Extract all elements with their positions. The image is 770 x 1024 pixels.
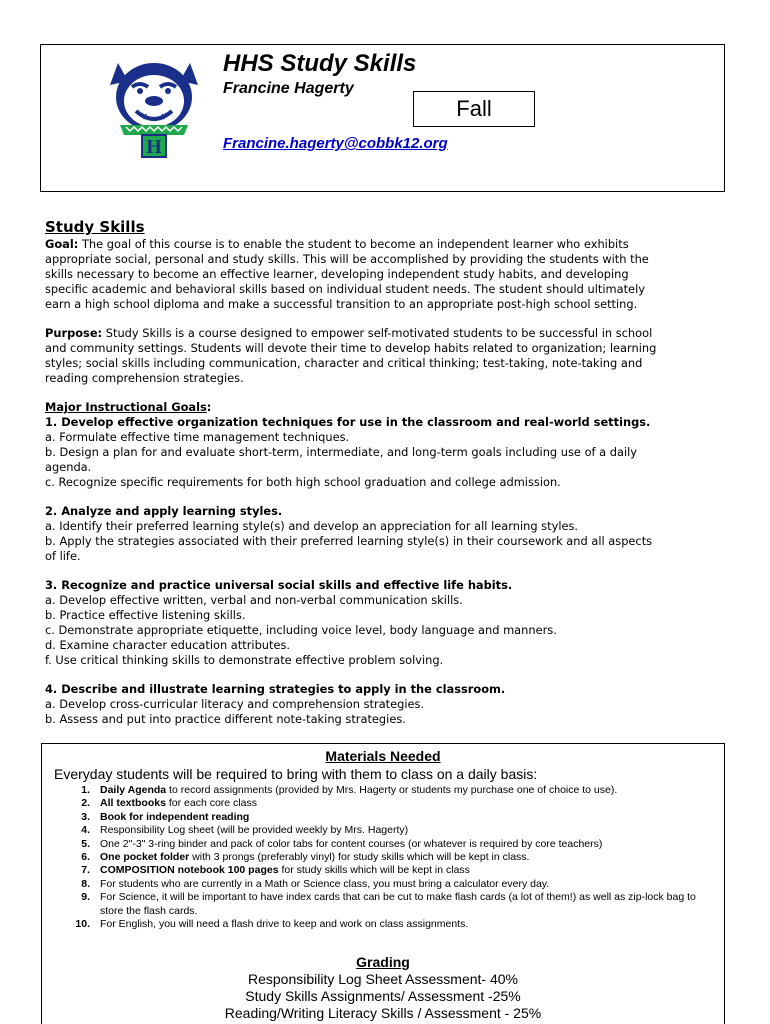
goal-line: skills necessary to become an effective learner, developing independent study habits, and developing (45, 267, 629, 281)
purpose-label: Purpose: (45, 326, 103, 340)
goal-item: b. Practice effective listening skills. (45, 608, 246, 622)
goal-label: Goal: (45, 237, 79, 251)
list-item: 2. All textbooks for each core class (81, 797, 257, 810)
goal-item: c. Demonstrate appropriate etiquette, including voice level, body language and manners. (45, 623, 557, 637)
list-item: 10. For English, you will need a flash drive to keep and work on class assignments. (75, 918, 469, 931)
purpose-line: reading comprehension strategies. (45, 371, 244, 385)
goal-line: appropriate social, personal and study skills. This will be accomplished by providing the students with the (45, 252, 649, 266)
bulldog-logo (108, 55, 200, 159)
list-item: 1. Daily Agenda to record assignments (provided by Mrs. Hagerty or students my purchase one of choice to use). (81, 784, 618, 796)
goal-group-title: 3. Recognize and practice universal social skills and effective life habits. (45, 578, 513, 592)
course-content (45, 218, 725, 748)
goal-item: b. Design a plan for and evaluate short-term, intermediate, and long-term goals including use of a daily (45, 445, 638, 459)
grading-line: Study Skills Assignments/ Assessment -25% (245, 988, 521, 1004)
materials-list (70, 784, 720, 931)
term-label: Fall (456, 96, 492, 121)
page-title: HHS Study Skills (223, 50, 417, 77)
goal-line: The goal of this course is to enable the student to become an independent learner who exhibits (81, 237, 629, 251)
purpose-line: Study Skills is a course designed to empower self-motivated students to be successful in school (105, 326, 653, 340)
list-item: 7. COMPOSITION notebook 100 pages for study skills which will be kept in class (81, 864, 470, 877)
list-item: 6. One pocket folder with 3 prongs (preferably vinyl) for study skills which will be kept in class. (81, 851, 530, 864)
goal-item: c. Recognize specific requirements for both high school graduation and college admission. (45, 475, 561, 489)
goals-heading-colon: : (206, 400, 212, 414)
goal-paragraph (45, 237, 725, 312)
goal-item: a. Develop cross-curricular literacy and comprehension strategies. (45, 697, 425, 711)
goal-line: specific academic and behavioral skills based on individual student needs. The student should ultimately (45, 282, 645, 296)
goal-item: agenda. (45, 460, 92, 474)
list-item: 8. For students who are currently in a Math or Science class, you must bring a calculator every day. (81, 877, 550, 890)
goal-item: a. Identify their preferred learning style(s) and develop an appreciation for all learning styles. (45, 519, 579, 533)
goal-group-title: 4. Describe and illustrate learning strategies to apply in the classroom. (45, 682, 506, 696)
study-skills-heading: Study Skills (45, 218, 145, 236)
email-link[interactable]: Francine.hagerty@cobbk12.org (223, 135, 448, 152)
grading-line: Reading/Writing Literacy Skills / Assessment - 25% (224, 1005, 542, 1021)
goal-line: earn a high school diploma and make a successful transition to an appropriate post-high school setting. (45, 297, 638, 311)
goal-item: of life. (45, 549, 81, 563)
grading-heading: Grading (356, 954, 410, 970)
purpose-line: and community settings. Students will devote their time to develop habits related to organization; learning (45, 341, 657, 355)
purpose-line: styles; social skills including communication, character and critical thinking; test-taking, note-taking and (45, 356, 643, 370)
goal-group-title: 1. Develop effective organization techniques for use in the classroom and real-world settings. (45, 415, 651, 429)
term-box (413, 91, 535, 127)
materials-box (41, 743, 725, 1024)
list-item: 9. For Science, it will be important to have index cards that can be cut to make flash cards (a lot of them!) as well as zip-lock bag to store the flash cards. (81, 891, 696, 917)
goal-item: a. Formulate effective time management techniques. (45, 430, 350, 444)
materials-heading: Materials Needed (325, 748, 441, 764)
goals-heading (45, 400, 725, 415)
goal-item: d. Examine character education attributes. (45, 638, 291, 652)
list-item: 4. Responsibility Log sheet (will be provided weekly by Mrs. Hagerty) (81, 824, 409, 837)
list-item: 5. One 2"-3" 3-ring binder and pack of color tabs for content courses (or whatever is required by core teachers) (81, 837, 603, 850)
goal-group-title: 2. Analyze and apply learning styles. (45, 504, 283, 518)
goals-heading-text: Major Instructional Goals (45, 400, 207, 414)
logo-letter: H (146, 136, 162, 158)
goal-item: b. Assess and put into practice different note-taking strategies. (45, 712, 406, 726)
grading-line: Responsibility Log Sheet Assessment- 40% (247, 971, 519, 987)
author-name: Francine Hagerty (223, 80, 354, 97)
materials-intro: Everyday students will be required to bring with them to class on a daily basis: (54, 766, 538, 782)
purpose-paragraph (45, 326, 725, 386)
goal-item: f. Use critical thinking skills to demonstrate effective problem solving. (45, 653, 444, 667)
goal-item: a. Develop effective written, verbal and non-verbal communication skills. (45, 593, 463, 607)
goal-item: b. Apply the strategies associated with their preferred learning style(s) in their coursework and all aspects (45, 534, 653, 548)
list-item: 3. Book for independent reading (81, 810, 250, 823)
